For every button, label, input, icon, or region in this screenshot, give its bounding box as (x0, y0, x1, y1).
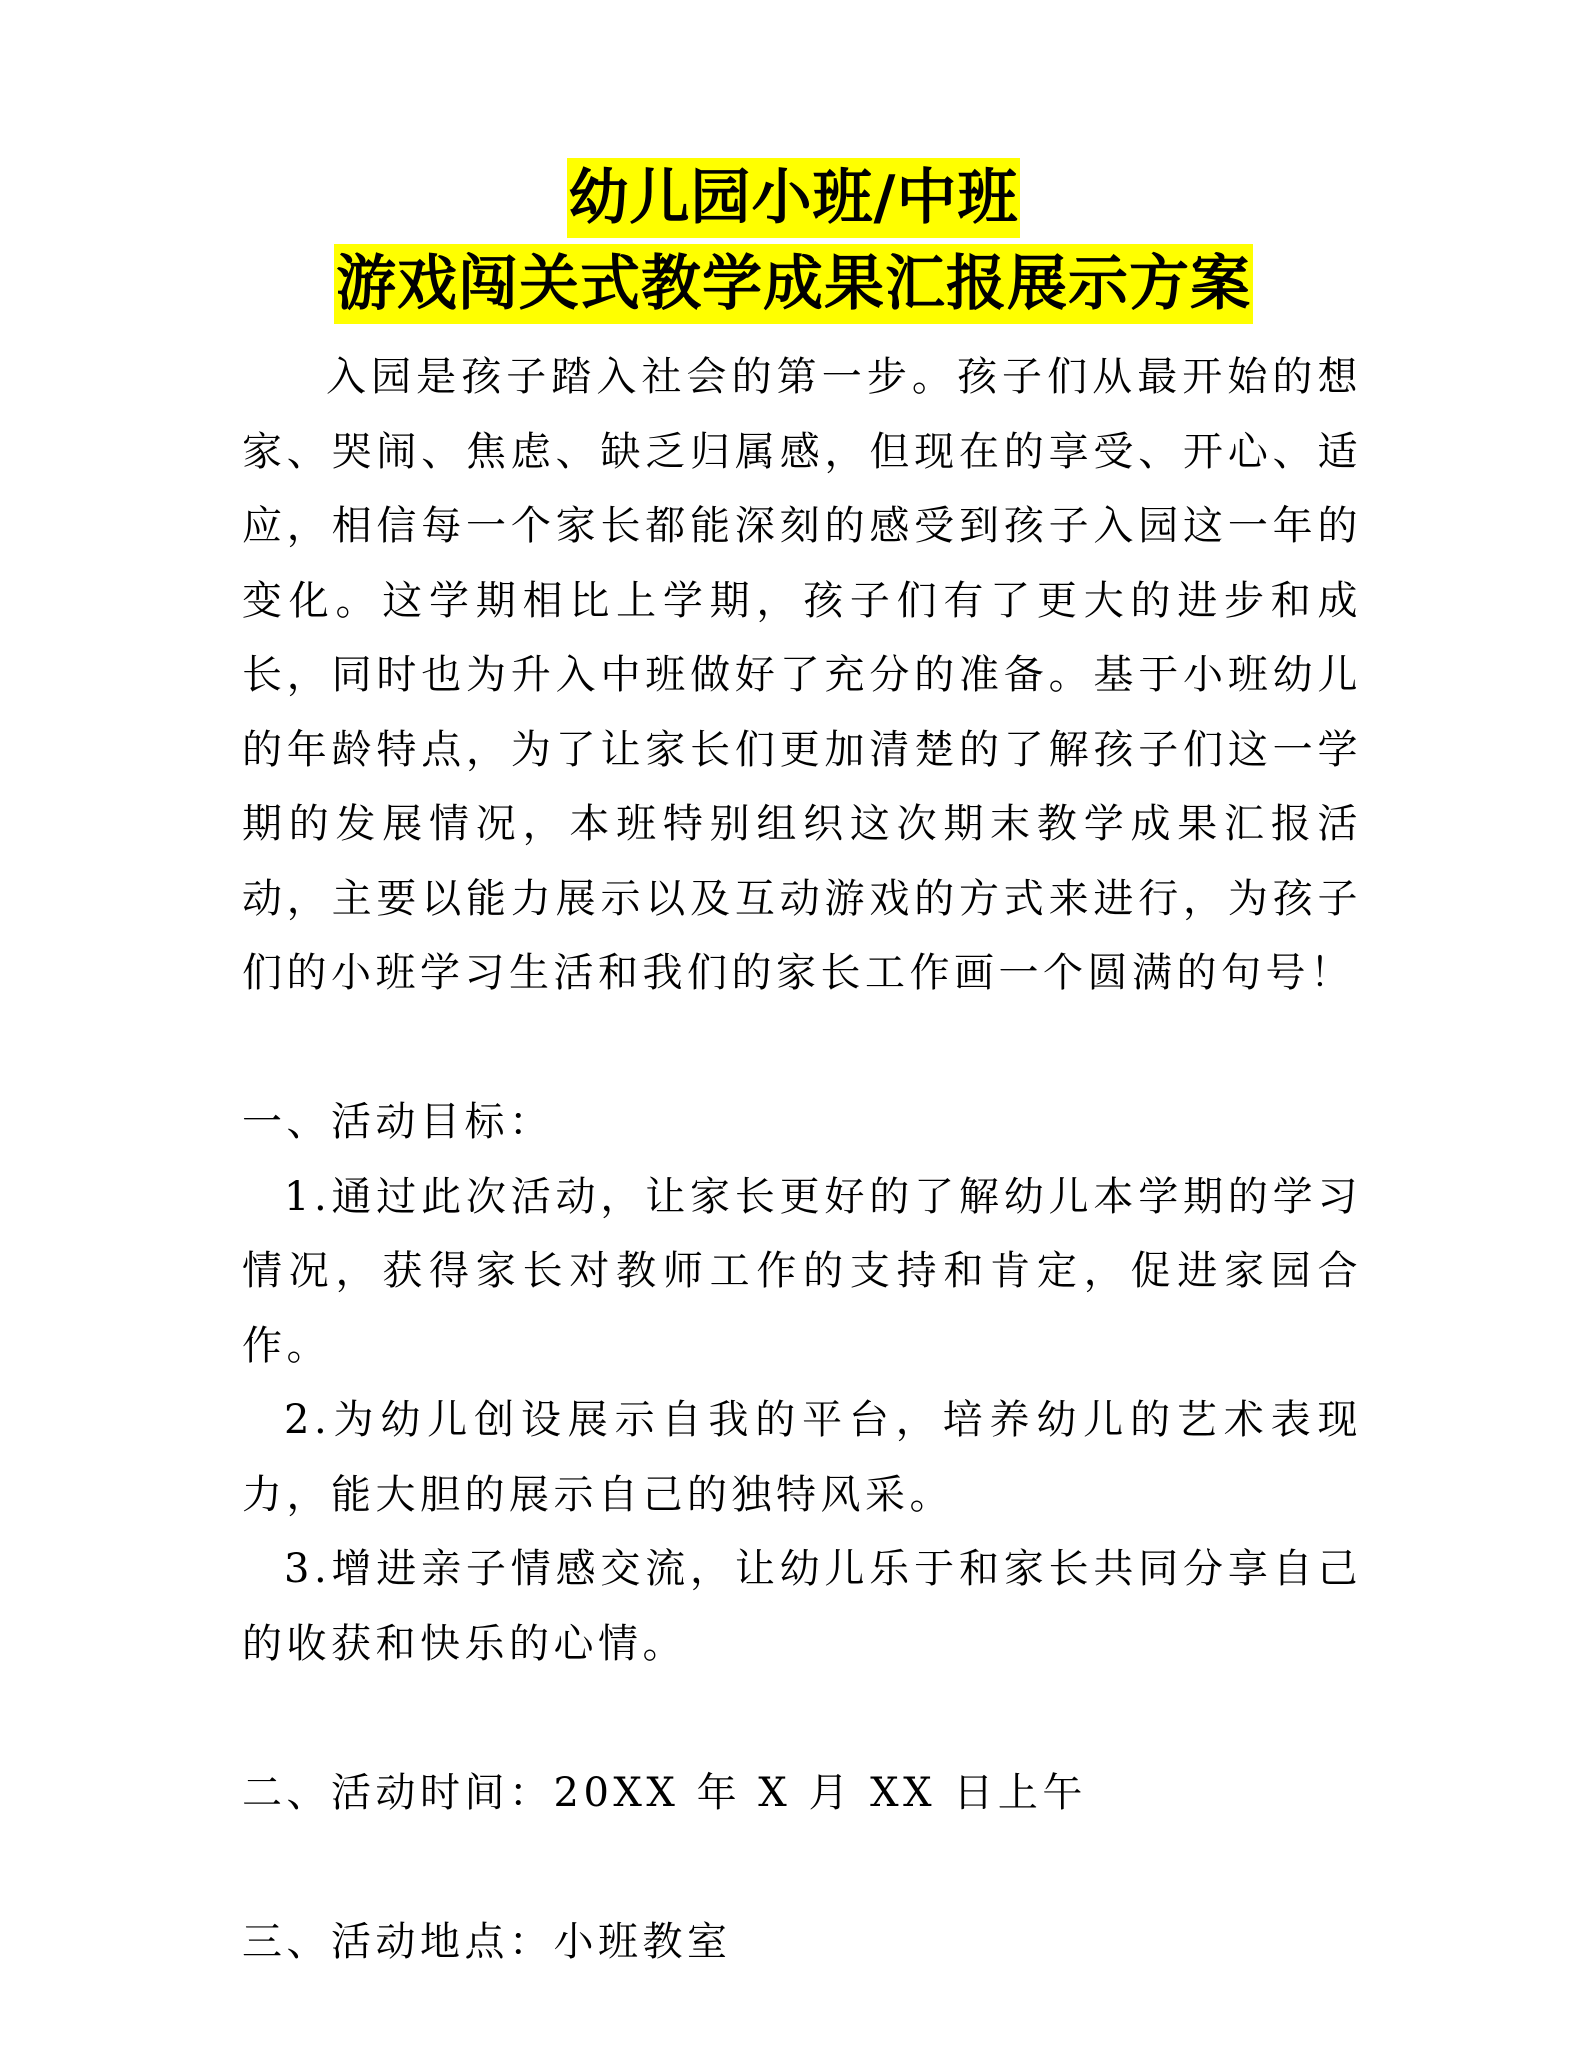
section-heading-goals: 一、活动目标： (242, 1099, 554, 1145)
section-time (242, 1756, 1362, 1831)
document-body (242, 340, 1362, 1979)
spacer (242, 1830, 1362, 1905)
activity-location-value: 小班教室 (553, 1918, 732, 1965)
goal-item-3: 3.增进亲子情感交流，让幼儿乐于和家长共同分享自己的收获和快乐的心情。 (242, 1546, 1362, 1667)
goal-item-2: 2.为幼儿创设展示自我的平台，培养幼儿的艺术表现力，能大胆的展示自己的独特风采。 (242, 1397, 1362, 1518)
spacer (242, 1681, 1362, 1756)
title-line-1 (0, 158, 1587, 242)
section-heading-time: 二、活动时间： (242, 1769, 554, 1816)
title-line-2 (0, 244, 1587, 328)
document-title (0, 158, 1587, 328)
section-heading-location: 三、活动地点： (242, 1918, 554, 1965)
title-line-2-text: 游戏闯关式教学成果汇报展示方案 (334, 244, 1253, 324)
spacer (242, 1011, 1362, 1086)
goal-item-1: 1.通过此次活动，让家长更好的了解幼儿本学期的学习情况，获得家长对教师工作的支持和肯定，促进家园合作。 (242, 1173, 1362, 1369)
intro-paragraph: 入园是孩子踏入社会的第一步。孩子们从最开始的想家、哭闹、焦虑、缺乏归属感，但现在的享受、开心、适应，相信每一个家长都能深刻的感受到孩子入园这一年的变化。这学期相比上学期，孩子们有了更大的进步和成长，同时也为升入中班做好了充分的准备。基于小班幼儿的年龄特点，为了让家长们更加清楚的了解孩子们这一学期的发展情况，本班特别组织这次期末教学成果汇报活动，主要以能力展示以及互动游戏的方式来进行，为孩子们的小班学习生活和我们的家长工作画一个圆满的句号！ (242, 354, 1362, 996)
section-location (242, 1905, 1362, 1980)
activity-time-value: 20XX 年 X 月 XX 日上午 (553, 1769, 1087, 1816)
title-line-1-text: 幼儿园小班/中班 (567, 158, 1021, 238)
